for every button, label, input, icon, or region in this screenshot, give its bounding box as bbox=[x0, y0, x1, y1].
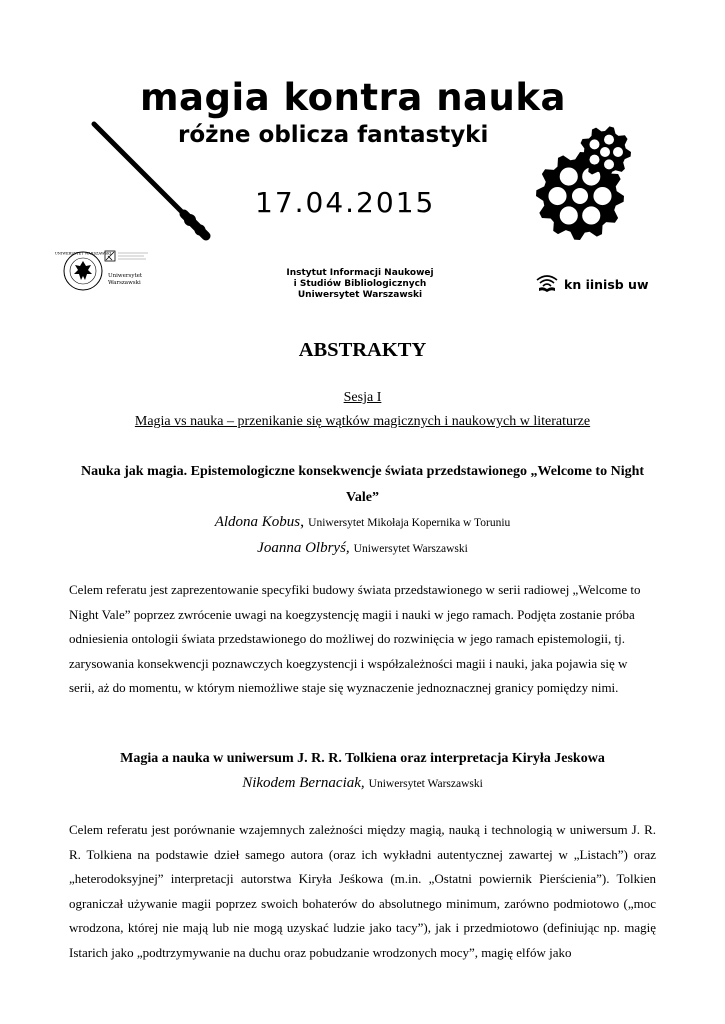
author-affiliation: Uniwersytet Warszawski bbox=[353, 543, 468, 555]
author-separator: , bbox=[300, 513, 309, 530]
author-affiliation: Uniwersytet Mikołaja Kopernika w Toruniu bbox=[308, 517, 511, 529]
institute-line: i Studiów Bibliologicznych bbox=[293, 279, 427, 289]
gear-hub bbox=[600, 147, 610, 157]
author-line bbox=[40, 511, 685, 534]
abstract-paragraph: Celem referatu jest porównanie wzajemnych zależności między magią, nauką i technologią w uniwersum J. R. R. Tolkiena na podstawie dzieł samego autora (oraz ich wykładni autentycznej zawartej w „Listach”) oraz „heterodoksyjnej” interpretacji autorstwa Kiryła Jeśkowa (m.in. „Ostatni powiernik Pierścienia”). Tolkien ograniczał używanie magii poprzez swoich bohaterów do absolutnego minimum, zarówno podmiotowo („moc wrodzona, której nie mają lub nie mogą uzyskać ludzie jako tacy”), jak i przedmiotowo (definiując np. magię Istarich jako „podtrzymywanie na duchu oraz pobudzanie wrodzonych mocy”, magię elfów jako bbox=[69, 822, 656, 960]
institute-emblem-caption: Uniwersytet Warszawski bbox=[108, 273, 143, 286]
banner-title: magia kontra nauka bbox=[140, 76, 566, 119]
author-name: Nikodem Bernaciak, bbox=[242, 775, 365, 791]
author-name: Aldona Kobus bbox=[214, 514, 301, 530]
student-club-logo-text: kn iinisb uw bbox=[564, 277, 649, 292]
gear-hole bbox=[560, 167, 578, 185]
gear-hole bbox=[589, 155, 599, 165]
author-name: Joanna Olbryś, bbox=[257, 540, 350, 556]
university-seal-logo bbox=[54, 249, 112, 293]
session-label: Sesja I bbox=[343, 390, 382, 405]
gear-hole bbox=[613, 147, 623, 157]
open-book-wifi-icon bbox=[533, 273, 561, 293]
gear-hole bbox=[604, 159, 614, 169]
author-line bbox=[40, 772, 685, 795]
author-affiliation: Uniwersytet Warszawski bbox=[368, 778, 483, 790]
banner-subtitle: różne oblicza fantastyki bbox=[178, 122, 489, 148]
magic-wand-illustration bbox=[88, 118, 218, 248]
gear-hole bbox=[582, 206, 600, 224]
gear-hub bbox=[572, 188, 588, 204]
author-line bbox=[40, 537, 685, 560]
paper-title: Magia a nauka w uniwersum J. R. R. Tolkiena oraz interpretacja Kiryła Jeskowa bbox=[120, 751, 605, 766]
abstract-paragraph: Celem referatu jest zaprezentowanie specyfiki budowy świata przedstawionego w serii radiowej „Welcome to Night Vale” poprzez zwrócenie uwagi na koegzystencję magii i nauki w jego ramach. Podjęta zostanie próba odniesienia ontologii świata przedstawionego do możliwej do rozwinięcia w jego ramach epistemologii, tj. zarysowania konsekwencji poznawczych koegzystencji i współzależności magii i nauki, jaka pojawia się w serii, aż do momentu, w którym niemożliwe staje się wyznaczenie jednoznacznej granicy pomiędzy nimi. bbox=[69, 582, 641, 695]
institute-emblem-logo bbox=[104, 250, 152, 272]
event-date: 17.04.2015 bbox=[255, 186, 436, 219]
paper-title: Nauka jak magia. Epistemologiczne konsekwencje świata przedstawionego „Welcome to Night Vale” bbox=[80, 464, 645, 505]
gear-hole bbox=[593, 187, 611, 205]
seal-text: UNIWERSYTET WARSZAWSKI bbox=[54, 251, 112, 256]
institute-line: Uniwersytet Warszawski bbox=[297, 290, 423, 300]
gear-hole bbox=[560, 206, 578, 224]
institute-name bbox=[280, 268, 440, 301]
institute-line: Instytut Informacji Naukowej bbox=[286, 268, 434, 278]
gear-hole bbox=[604, 135, 614, 145]
gear-hole bbox=[589, 139, 599, 149]
session-title: Magia vs nauka – przenikanie się wątków magicznych i naukowych w literaturze bbox=[134, 414, 591, 429]
page-heading: ABSTRAKTY bbox=[298, 339, 427, 361]
gear-hole bbox=[548, 187, 566, 205]
gears-illustration bbox=[535, 118, 635, 243]
